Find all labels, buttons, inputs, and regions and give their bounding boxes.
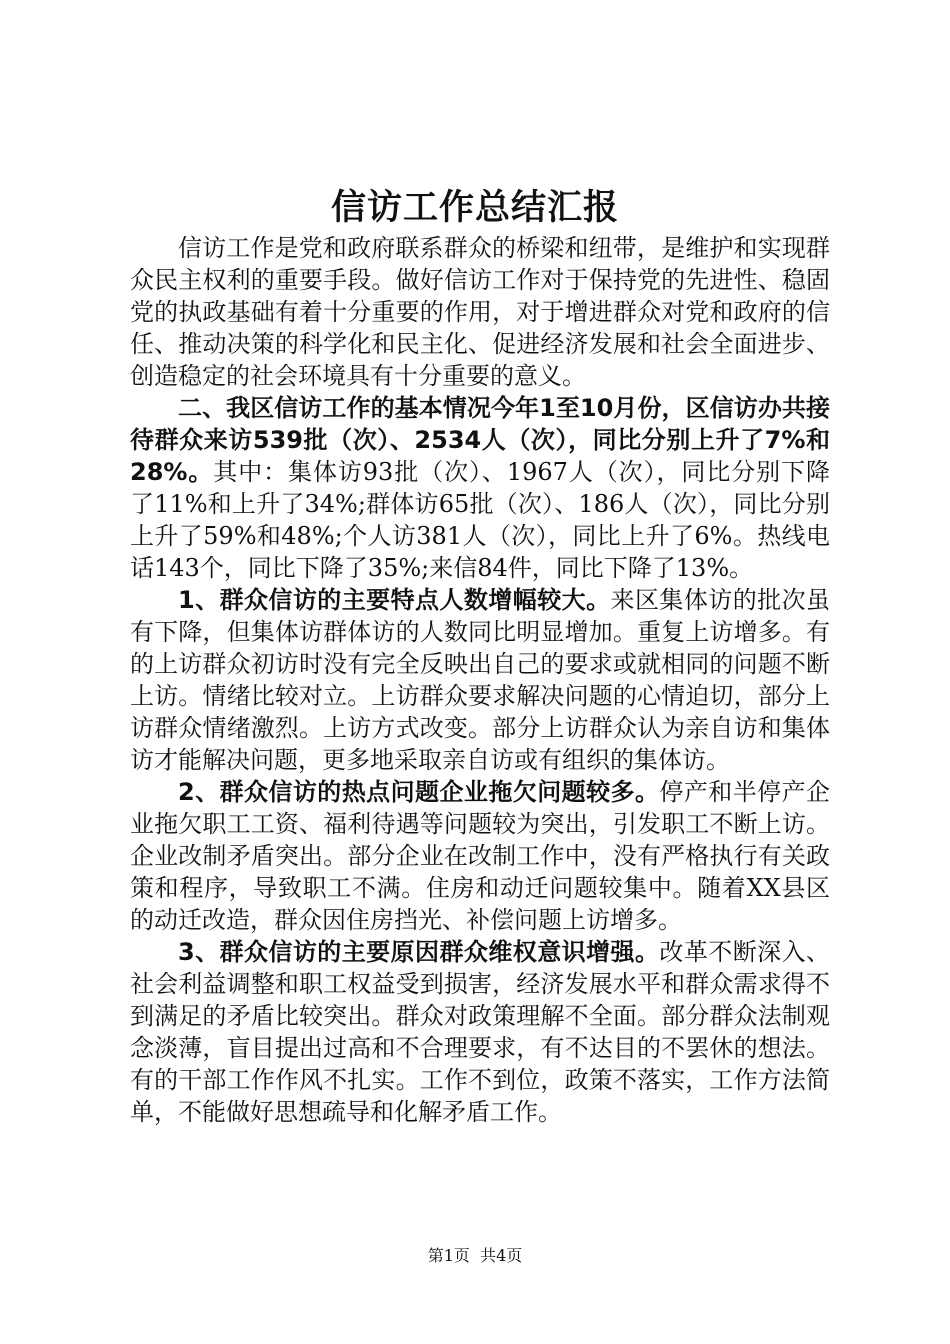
point-1-text: 来区集体访的批次虽有下降，但集体访群体访的人数同比明显增加。重复上访增多。有的上访群众初访时没有完全反映出自己的要求或就相同的问题不断上访。情绪比较对立。上访群众要求解决问题的心情迫切，部分上访群众情绪激烈。上访方式改变。部分上访群众认为亲自访和集体访才能解决问题，更多地采取亲自访或有组织的集体访。 [130,586,831,774]
page-total: 共4页 [480,1246,523,1265]
point-3-paragraph [130,936,830,1128]
document-title: 信访工作总结汇报 [330,187,619,228]
point-3-lead: 3、群众信访的主要原因群众维权意识增强。 [178,938,660,966]
intro-paragraph: 信访工作是党和政府联系群众的桥梁和纽带，是维护和实现群众民主权利的重要手段。做好信访工作对于保持党的先进性、稳固党的执政基础有着十分重要的作用，对于增进群众对党和政府的信任、推动决策的科学化和民主化、促进经济发展和社会全面进步、创造稳定的社会环境具有十分重要的意义。 [130,234,830,390]
document-body [130,232,830,1128]
point-1-paragraph [130,584,830,776]
point-1-lead: 1、群众信访的主要特点人数增幅较大。 [178,586,611,614]
section-2-paragraph [130,392,830,584]
footer-separator [470,1246,480,1265]
point-2-text: 停产和半停产企业拖欠职工工资、福利待遇等问题较为突出，引发职工不断上访。企业改制矛盾突出。部分企业在改制工作中，没有严格执行有关政策和程序，导致职工不满。住房和动迁问题较集中。随着XX县区的动迁改造，群众因住房挡光、补偿问题上访增多。 [130,778,830,934]
point-3-text: 改革不断深入、社会利益调整和职工权益受到损害，经济发展水平和群众需求得不到满足的矛盾比较突出。群众对政策理解不全面。部分群众法制观念淡薄，盲目提出过高和不合理要求，有不达目的不罢休的想法。有的干部工作作风不扎实。工作不到位，政策不落实，工作方法简单，不能做好思想疏导和化解矛盾工作。 [130,938,830,1126]
point-2-paragraph [130,776,830,936]
point-2-lead: 2、群众信访的热点问题企业拖欠问题较多。 [178,778,660,806]
page-footer [0,1246,950,1266]
section-2-text: 其中：集体访93批（次）、1967人（次），同比分别下降了11%和上升了34%;群体访65批（次）、186人（次），同比分别上升了59%和48%;个人访381人（次），同比上升了6%。热线电话143个，同比下降了35%;来信84件，同比下降了13%。 [130,458,830,582]
section-2-heading: 二、我区信访工作的基本情况今年1至10月份，区信访办共接待群众来访539批（次）、2534人（次），同比分别上升了7%和28%。 [130,394,830,486]
page-number: 第1页 [427,1246,470,1265]
